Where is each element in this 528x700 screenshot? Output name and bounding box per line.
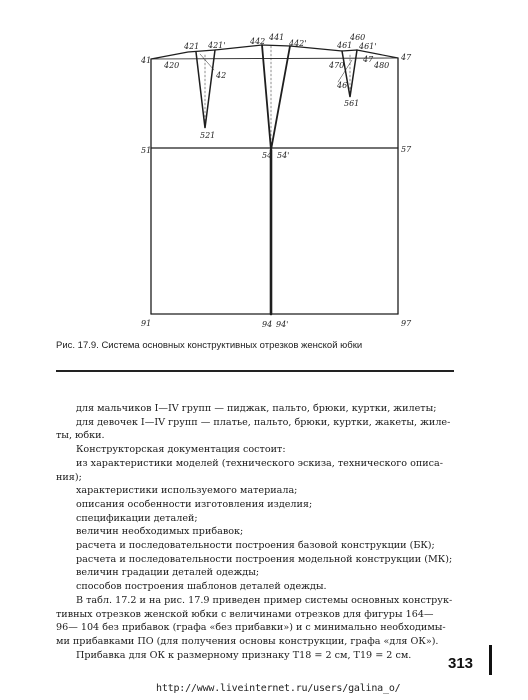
point-label: 421' [208,41,226,50]
front-dart-guide [200,54,214,70]
point-label: 47 [401,53,412,62]
point-label: 94' [276,320,289,329]
point-label: 442 [250,37,266,46]
text-line: описания особенности изготовления изделия; [76,498,313,510]
text-line: расчета и последовательности построения модельной конструкции (МК); [76,553,453,565]
text-line: ты, юбки. [56,430,105,442]
text-line: Конструкторская документация состоит: [76,444,286,456]
point-label: 47 [363,55,374,64]
text-line: для мальчиков I—IV групп — пиджак, пальто, брюки, куртки, жилеты; [76,403,437,414]
point-label: 461 [337,41,353,50]
point-label: 521 [200,131,216,140]
point-label: 94 [262,320,273,329]
text-line: расчета и последовательности построения базовой конструкции (БК); [76,540,435,552]
point-label: 46 [337,81,348,90]
text-line: ми прибавками ПО (для получения основы конструкции, графа «для ОК»). [56,635,439,647]
page-edge-bar [489,645,492,675]
text-line: величин необходимых прибавок; [76,526,244,538]
point-label: 461' [359,42,377,51]
point-label: 97 [401,319,412,328]
page-number: 313 [448,655,474,672]
point-label: 54 [262,151,273,160]
body-text [56,402,486,662]
point-label: 51 [141,146,152,155]
point-label: 42 [216,71,227,80]
point-label: 91 [141,319,152,328]
point-label: 420 [164,61,180,70]
text-line: для девочек I—IV групп — платье, пальто, брюки, куртки, жакеты, жиле- [76,416,451,428]
front-dart [196,50,215,128]
waist-base-line [151,58,398,59]
text-line: тивных отрезков женской юбки с величинами отрезков для фигуры 164— [56,608,434,620]
figure-caption: Рис. 17.9. Система основных конструктивных отрезков женской юбки [56,340,363,351]
point-label: 470 [329,61,345,70]
text-line: 96— 104 без прибавок (графа «без прибавки») и с минимально необходимы- [56,622,446,634]
point-label: 57 [401,145,412,154]
text-line: способов построения шаблонов деталей одежды. [76,581,327,593]
point-label: 442' [289,39,307,48]
point-labels [140,33,412,329]
side-dart [262,45,290,150]
text-line: из характеристики моделей (технического эскиза, технического описа- [76,457,443,469]
point-label: 441 [269,33,285,42]
point-label: 480 [374,61,390,70]
point-label: 421 [184,42,200,51]
text-line: Прибавка для ОК к размерному признаку Т18 = 2 см, Т19 = 2 см. [76,649,412,661]
footer-url: http://www.liveinternet.ru/users/galina_o/ [156,683,401,694]
point-label: 54' [277,151,290,160]
point-label: 460 [350,33,366,42]
section-divider [56,370,454,372]
text-line: спецификации деталей; [76,512,198,524]
text-line: ния); [56,471,82,483]
point-label: 561 [344,99,360,108]
text-line: величин градации деталей одежды; [76,567,260,579]
text-line: характеристики используемого материала; [76,485,298,497]
point-label: 41 [141,56,152,65]
text-line: В табл. 17.2 и на рис. 17.9 приведен пример системы основных конструк- [76,594,453,606]
skirt-pattern-drawing [0,0,528,340]
